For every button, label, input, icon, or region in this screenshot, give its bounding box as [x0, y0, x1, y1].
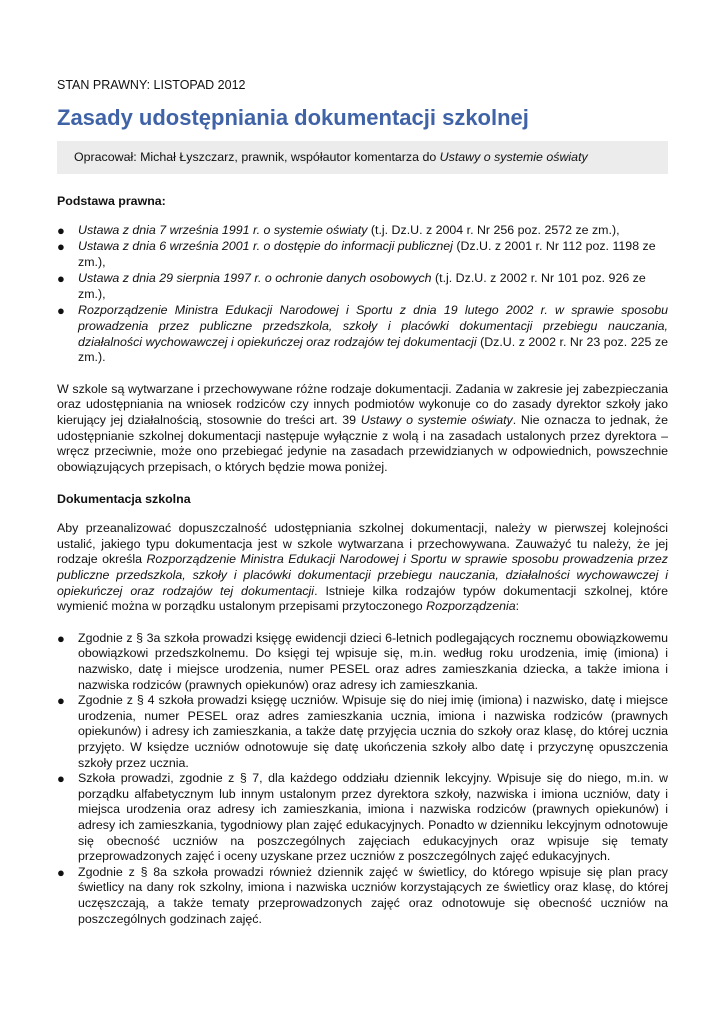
author-italic: Ustawy o systemie oświaty — [439, 150, 588, 164]
bullet-icon: ● — [57, 303, 65, 319]
author-text: Opracował: Michał Łyszczarz, prawnik, współautor komentarza do — [74, 150, 440, 164]
bullet-icon: ● — [57, 630, 65, 646]
text-segment: (t.j. Dz.U. z 2004 r. Nr 256 poz. 2572 ze zm.), — [367, 223, 620, 237]
list-item — [57, 271, 668, 302]
bullet-icon: ● — [57, 771, 65, 787]
section-heading: Dokumentacja szkolna — [57, 492, 191, 507]
list-item — [57, 865, 668, 927]
text-segment: W szkole są wytwarzane i przechowywane różne rodzaje dokumentacji. Zadania w zakresie jej zabezpieczania oraz udostępniania na wniosek rodziców czy innych podmiotów wykonuje co do zasady dyrektor szkoły jako kierujący jej działalnością, stosownie do treści art. 39 — [57, 381, 668, 427]
text-segment: Szkoła prowadzi, zgodnie z § 7, dla każdego oddziału dziennik lekcyjny. Wpisuje się do niego, m.in. w porządku alfabetycznym lub innym ustalonym przez dyrektora szkoły, nazwiska i imiona uczniów, daty i miejsca urodzenia oraz adresy ich zamieszkania, imiona i nazwiska rodziców (prawnych opiekunów) i adresy ich zamieszkania, tygodniowy plan zajęć edukacyjnych. Ponadto w dzienniku lekcyjnym odnotowuje się obecność uczniów na poszczególnych zajęciach edukacyjnych oraz wpisuje się tematy przeprowadzonych zajęć i oceny uzyskane przez uczniów z poszczególnych zajęć edukacyjnych. — [78, 771, 668, 864]
list-item — [57, 303, 668, 365]
legal-basis-list — [57, 223, 668, 366]
text-segment: Zgodnie z § 4 szkoła prowadzi księgę uczniów. Wpisuje się do niej imię (imiona) i nazwisko, datę i miejsce urodzenia, numer PESEL oraz adres zamieszkania ucznia, imiona i nazwiska rodziców (prawnych opiekunów) i adresy ich zamieszkania, a także datę przyjęcia ucznia do szkoły oraz klasę, do której ucznia przyjęto. W księdze uczniów odnotowuje się datę ukończenia szkoły albo datę i przyczynę opuszczenia szkoły przez ucznia. — [78, 693, 668, 770]
text-segment: Zgodnie z § 3a szkoła prowadzi księgę ewidencji dzieci 6-letnich podlegających rocznemu obowiązkowemu obowiązkowi przedszkolnemu. Do księgi tej wpisuje się, m.in. według roku urodzenia, imię (imiona) i nazwisko, datę i miejsce urodzenia, numer PESEL oraz adres zamieszkania dziecka, a także imiona i nazwiska rodziców (prawnych opiekunów) oraz adresy ich zamieszkania. — [78, 630, 668, 692]
list-item — [57, 771, 668, 865]
document-page — [57, 0, 668, 927]
bullet-icon: ● — [57, 223, 65, 238]
documentation-list — [57, 631, 668, 927]
bullet-icon: ● — [57, 271, 65, 287]
list-item — [57, 239, 668, 270]
text-segment: Aby przeanalizować dopuszczalność udostępniania szkolnej dokumentacji, należy w pierwszej kolejności ustalić, jakiego typu dokumentacja jest w szkole wytwarzana i przechowywana. Zauważyć tu należy, że jej rodzaje określa — [57, 521, 668, 567]
italic-text: Rozporządzenie Ministra Edukacji Narodowej i Sportu w sprawie sposobu prowadzenia przez publiczne przedszkola, szkoły i placówki dokumentacji przebiegu nauczania, działalności wychowawczej i opiekuńczej oraz rodzajów tej dokumentacji — [57, 552, 668, 598]
author-box — [57, 141, 668, 174]
list-item — [57, 223, 668, 239]
bullet-icon: ● — [57, 693, 65, 709]
text-segment: . Istnieje kilka rodzajów typów dokumentacji szkolnej, które wymienić można w porządku ustalonym przepisami przytoczonego — [57, 583, 668, 614]
text-segment: (Dz.U. z 2002 r. Nr 23 poz. 225 ze zm.). — [78, 334, 668, 365]
italic-text: Ustawy o systemie oświaty — [360, 412, 513, 427]
italic-text: Ustawa z dnia 7 września 1991 r. o systemie oświaty — [78, 223, 368, 237]
text-segment: : — [515, 599, 520, 614]
list-item — [57, 693, 668, 771]
italic-text: Ustawa z dnia 29 sierpnia 1997 r. o ochronie danych osobowych — [78, 271, 432, 286]
document-title: Zasady udostępniania dokumentacji szkolnej — [57, 105, 529, 130]
italic-text: Ustawa z dnia 6 września 2001 r. o dostępie do informacji publicznej — [78, 239, 453, 254]
bullet-icon: ● — [57, 864, 65, 880]
italic-text: Rozporządzenie Ministra Edukacji Narodowej i Sportu z dnia 19 lutego 2002 r. w sprawie sposobu prowadzenia przez publiczne przedszkola, szkoły i placówki dokumentacji przebiegu nauczania, działalności wychowawczej i opiekuńczej oraz rodzajów tej dokumentacji — [78, 303, 668, 349]
text-segment: (Dz.U. z 2001 r. Nr 112 poz. 1198 ze zm.), — [78, 239, 656, 269]
section-paragraph — [57, 521, 668, 615]
text-segment: Zgodnie z § 8a szkoła prowadzi również dziennik zajęć w świetlicy, do którego wpisuje się plan pracy świetlicy na dany rok szkolny, imiona i nazwiska uczniów korzystających ze świetlicy oraz klasę, do której uczęszczają, a także tematy przeprowadzonych zajęć oraz odnotowuje się obecność uczniów na poszczególnych godzinach zajęć. — [78, 864, 668, 926]
italic-text: Rozporządzenia — [426, 599, 516, 614]
list-item — [57, 631, 668, 693]
legal-status-date: STAN PRAWNY: LISTOPAD 2012 — [57, 78, 246, 92]
text-segment: (t.j. Dz.U. z 2002 r. Nr 101 poz. 926 ze zm.), — [78, 271, 646, 301]
bullet-icon: ● — [57, 239, 65, 255]
text-segment: . Nie oznacza to jednak, że udostępnianie szkolnej dokumentacji następuje wyłącznie z wolą i na zasadach ustalonych przez dyrektora – wręcz przeciwnie, może ono przebiegać jedynie na zasadach przewidzianych w odpowiednich, powszechnie obowiązujących przepisach, o których będzie mowa poniżej. — [57, 412, 668, 474]
legal-basis-heading: Podstawa prawna: — [57, 194, 166, 208]
intro-paragraph — [57, 382, 668, 476]
